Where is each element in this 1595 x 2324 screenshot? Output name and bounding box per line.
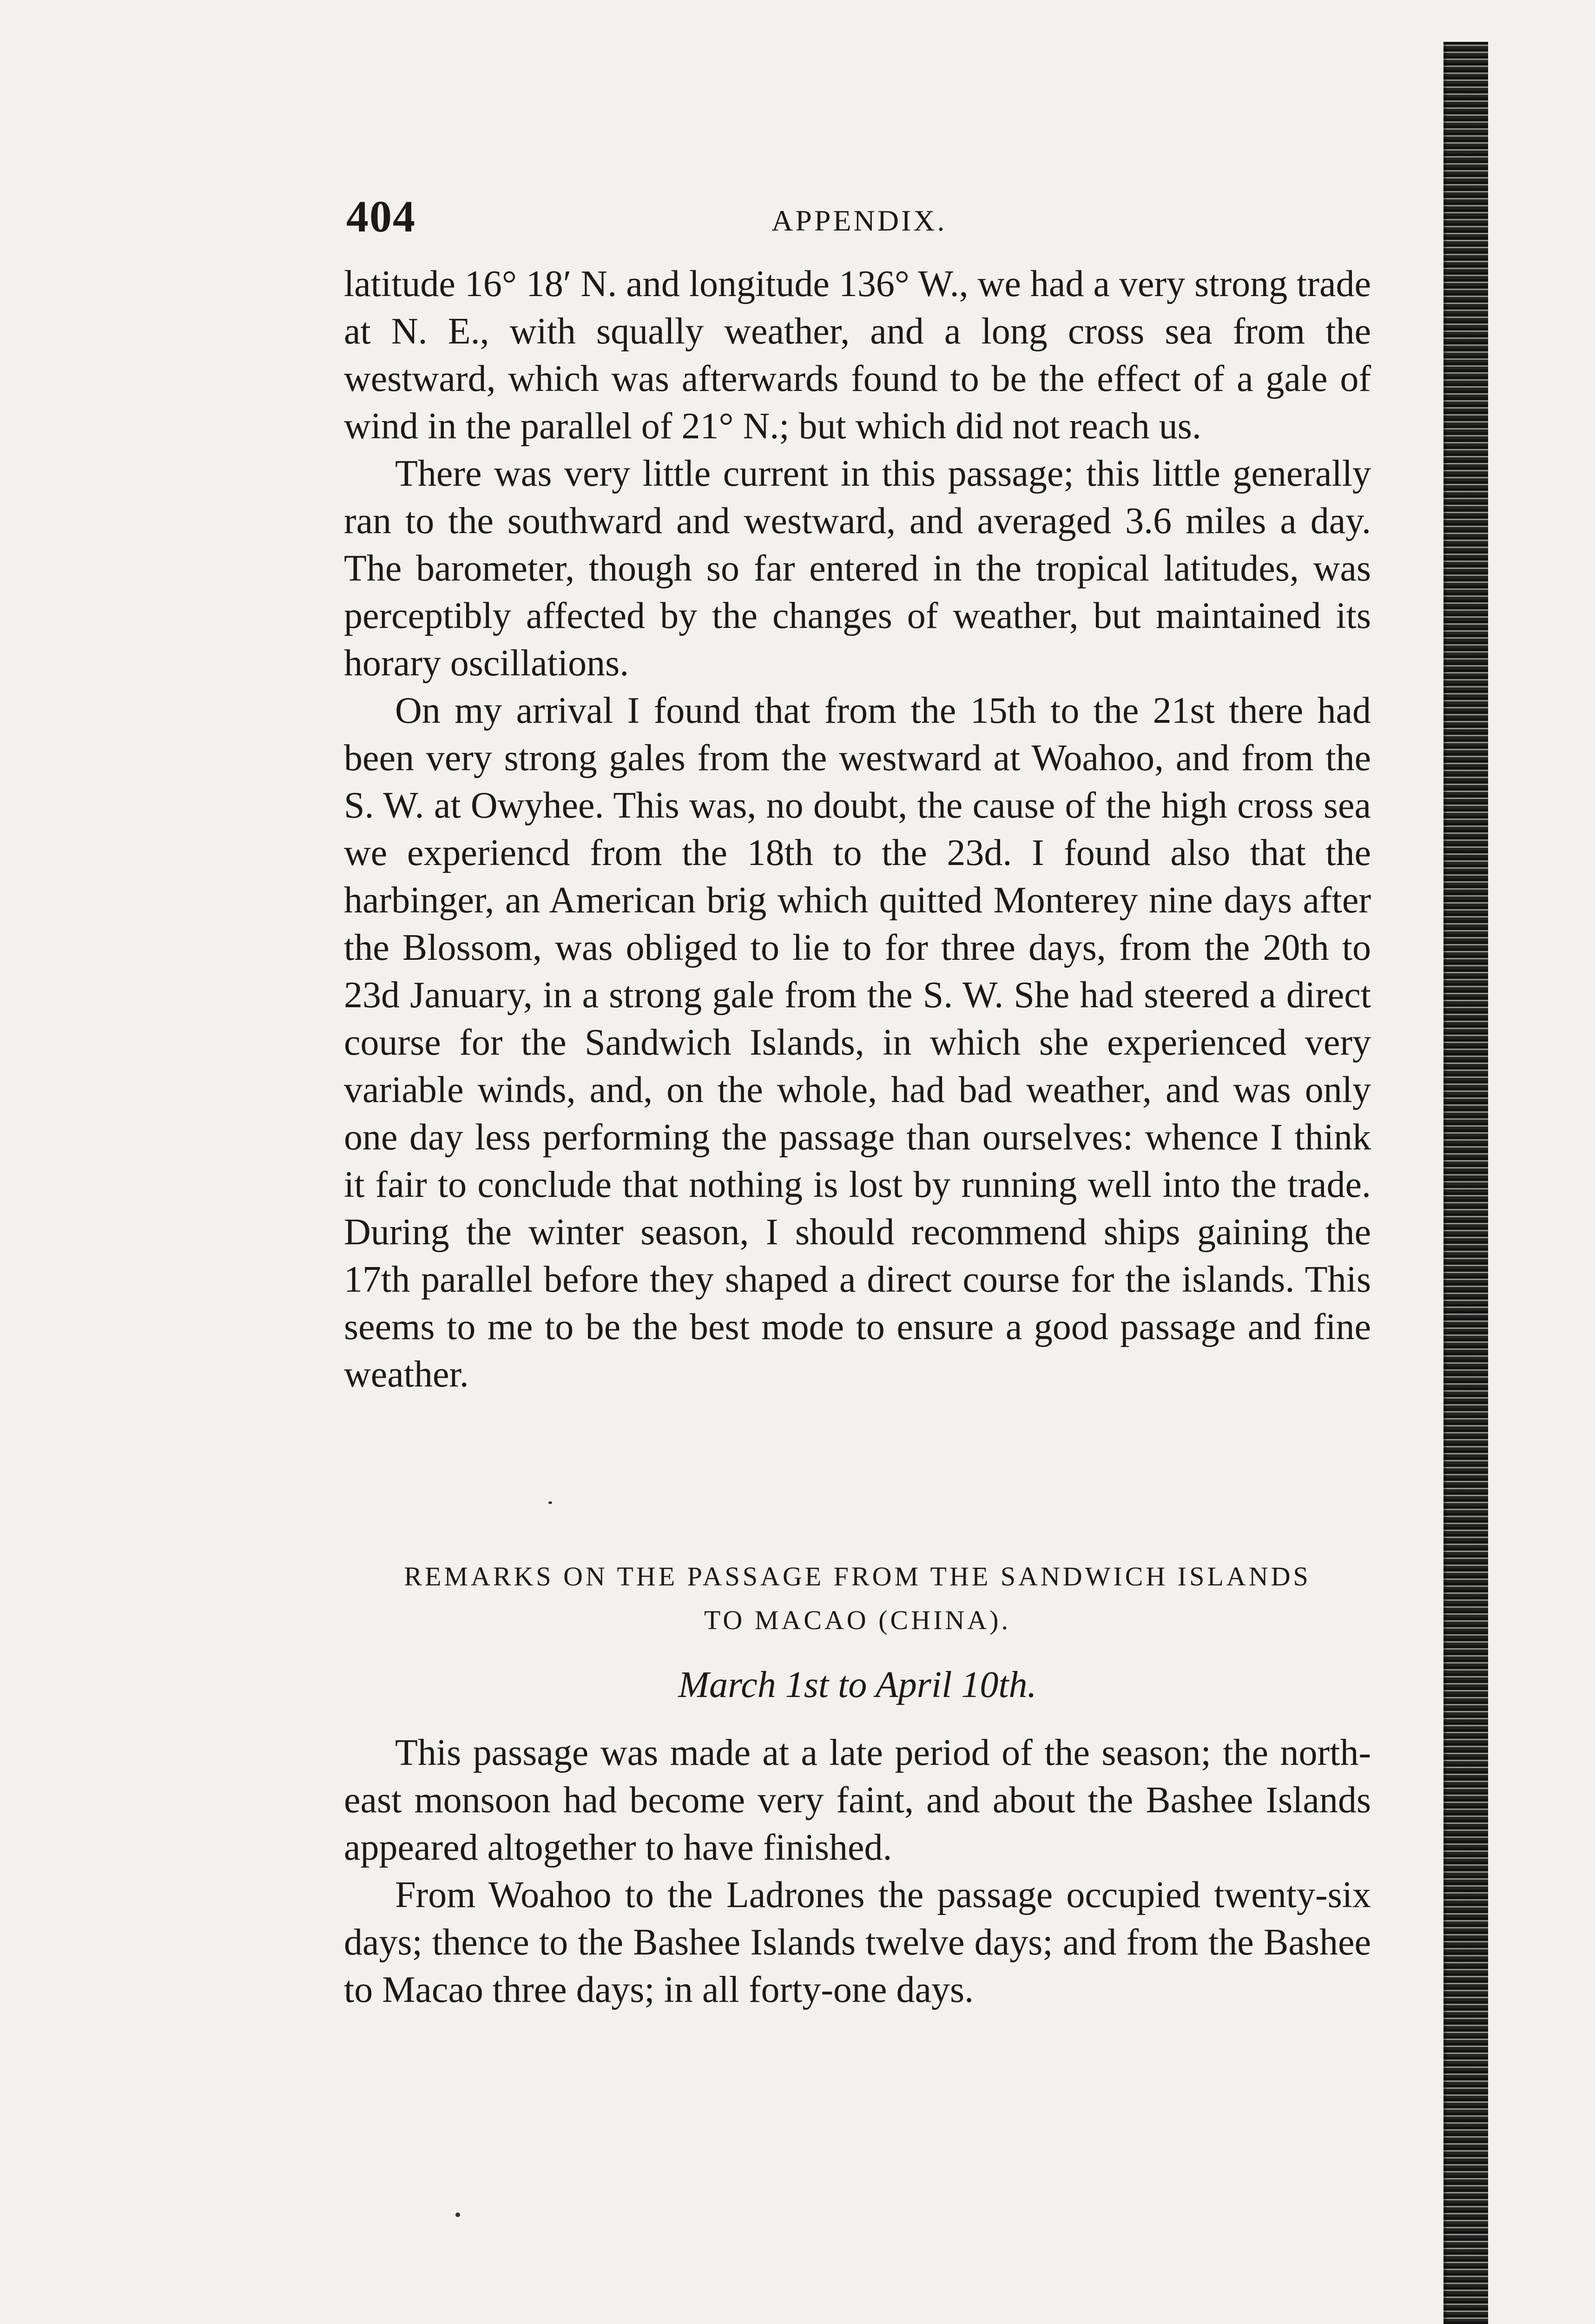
ink-speck — [548, 1501, 552, 1504]
paragraph: There was very little current in this passage; this little generally ran to the southward and westward, and averaged 3.6 miles a day. The barometer, though so far entered in the tropical latitudes, was perceptibly affected by the changes of weather, but maintained its horary oscillations. — [344, 453, 1371, 684]
section-text — [344, 1729, 1371, 2014]
body-text — [344, 260, 1371, 1398]
section-heading-line: REMARKS ON THE PASSAGE FROM THE SANDWICH ISLANDS — [404, 1561, 1311, 1591]
section-heading — [344, 1555, 1371, 1642]
section-heading-line: TO MACAO (CHINA). — [704, 1605, 1011, 1635]
paragraph: On my arrival I found that from the 15th to the 21st there had been very strong gales from the westward at Woahoo, and from the S. W. at Owyhee. This was, no doubt, the cause of the high cross sea we experiencd from the 18th to the 23d. I found also that the harbinger, an American brig which quitted Monterey nine days after the Blossom, was obliged to lie to for three days, from the 20th to 23d January, in a strong gale from the S. W. She had steered a direct course for the Sandwich Islands, in which she experienced very variable winds, and, on the whole, had bad weather, and was only one day less performing the passage than ourselves: whence I think it fair to conclude that nothing is lost by running well into the trade. During the winter season, I should recommend ships gaining the 17th parallel before they shaped a direct course for the islands. This seems to me to be the best mode to ensure a good passage and fine weather. — [344, 690, 1371, 1395]
paragraph: latitude 16° 18′ N. and longitude 136° W., we had a very strong trade at N. E., with squally weather, and a long cross sea from the westward, which was afterwards found to be the effect of a gale of wind in the parallel of 21° N.; but which did not reach us. — [344, 264, 1371, 447]
paragraph: From Woahoo to the Ladrones the passage occupied twenty-six days; thence to the Bashee Islands twelve days; and from the Bashee to Macao three days; in all forty-one days. — [344, 1875, 1371, 2010]
paragraph: This passage was made at a late period of the season; the north-east monsoon had become very faint, and about the Bashee Islands appeared altogether to have finished. — [344, 1732, 1371, 1868]
page-number: 404 — [346, 191, 416, 241]
section-date-range: March 1st to April 10th. — [678, 1664, 1037, 1705]
page-binding-edge — [1443, 42, 1488, 2324]
ink-speck — [455, 2212, 460, 2217]
page-header — [335, 191, 1380, 251]
running-head: APPENDIX. — [771, 204, 947, 237]
